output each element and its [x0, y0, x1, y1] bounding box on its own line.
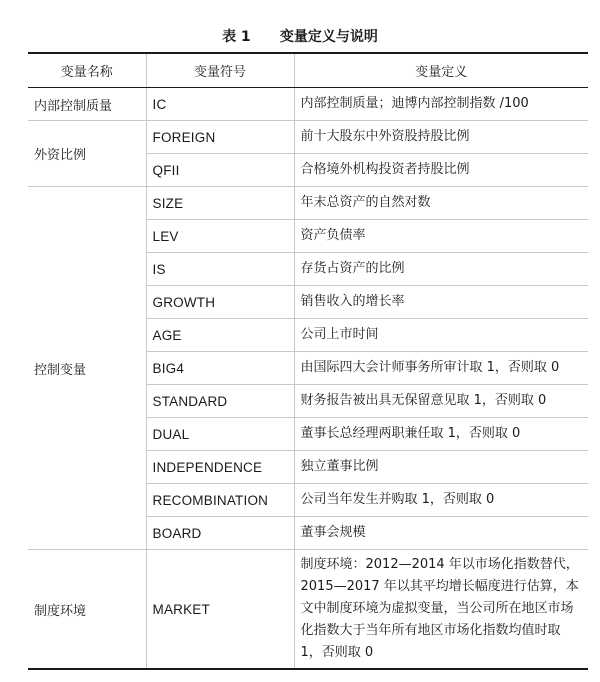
header-variable-symbol: 变量符号: [146, 53, 294, 88]
variable-symbol: FOREIGN: [146, 121, 294, 154]
variable-definition: 资产负债率: [294, 220, 588, 253]
variable-definition: 前十大股东中外资股持股比例: [294, 121, 588, 154]
table-row: [28, 121, 588, 154]
group-name: 内部控制质量: [28, 88, 146, 121]
variable-definition-table: [28, 52, 588, 670]
variable-definition: 内部控制质量；迪博内部控制指数 /100: [294, 88, 588, 121]
variable-symbol: INDEPENDENCE: [146, 451, 294, 484]
variable-definition: 独立董事比例: [294, 451, 588, 484]
variable-symbol: RECOMBINATION: [146, 484, 294, 517]
table-row: [28, 88, 588, 121]
variable-symbol: BIG4: [146, 352, 294, 385]
variable-definition: 董事会规模: [294, 517, 588, 550]
group-name: 控制变量: [28, 187, 146, 550]
variable-definition: 存货占资产的比例: [294, 253, 588, 286]
variable-definition: 董事长总经理两职兼任取 1，否则取 0: [294, 418, 588, 451]
variable-symbol: BOARD: [146, 517, 294, 550]
variable-symbol: GROWTH: [146, 286, 294, 319]
table-header-row: [28, 53, 588, 88]
variable-definition: 公司上市时间: [294, 319, 588, 352]
variable-symbol: LEV: [146, 220, 294, 253]
variable-definition: 财务报告被出具无保留意见取 1，否则取 0: [294, 385, 588, 418]
table-row: [28, 550, 588, 670]
variable-symbol: QFII: [146, 154, 294, 187]
variable-definition: 合格境外机构投资者持股比例: [294, 154, 588, 187]
variable-definition: 年末总资产的自然对数: [294, 187, 588, 220]
variable-symbol: DUAL: [146, 418, 294, 451]
variable-symbol: MARKET: [146, 550, 294, 670]
table-row: [28, 187, 588, 220]
variable-definition: 由国际四大会计师事务所审计取 1，否则取 0: [294, 352, 588, 385]
group-name: 外资比例: [28, 121, 146, 187]
variable-symbol: STANDARD: [146, 385, 294, 418]
variable-definition: 制度环境：2012—2014 年以市场化指数替代，2015—2017 年以其平均增长幅度进行估算，本文中制度环境为虚拟变量，当公司所在地区市场化指数大于当年所有地区市场化指数均值时取 1，否则取 0: [294, 550, 588, 670]
group-name: 制度环境: [28, 550, 146, 670]
table-caption: 表 1 变量定义与说明: [222, 29, 378, 45]
variable-definition: 销售收入的增长率: [294, 286, 588, 319]
header-variable-definition: 变量定义: [294, 53, 588, 88]
header-variable-name: 变量名称: [28, 53, 146, 88]
variable-symbol: IC: [146, 88, 294, 121]
variable-symbol: IS: [146, 253, 294, 286]
variable-symbol: SIZE: [146, 187, 294, 220]
variable-symbol: AGE: [146, 319, 294, 352]
variable-definition: 公司当年发生并购取 1，否则取 0: [294, 484, 588, 517]
